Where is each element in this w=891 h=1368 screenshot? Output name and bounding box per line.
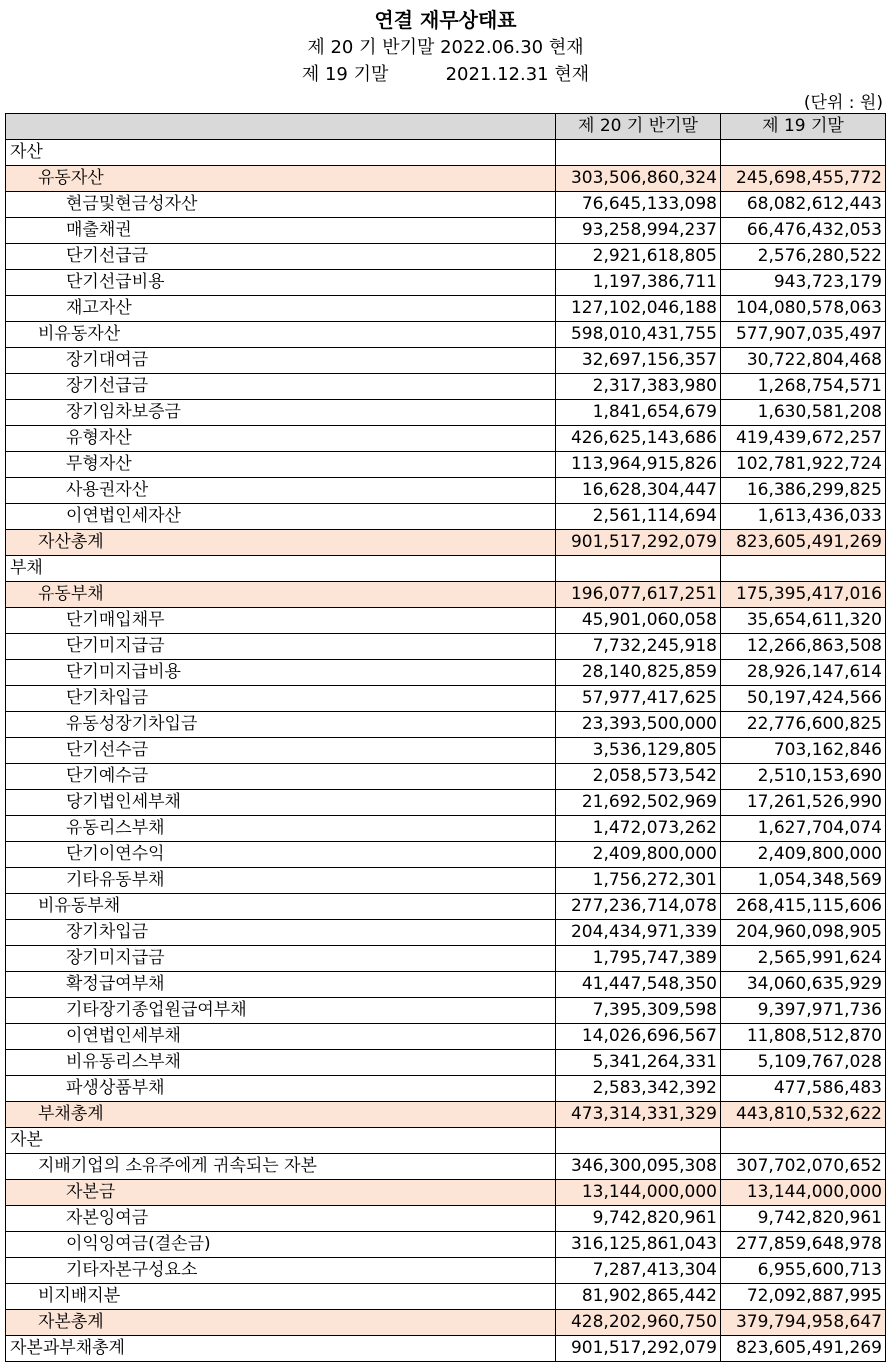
prior-period-value: 1,268,754,571 xyxy=(721,374,886,400)
prior-period-value: 9,742,820,961 xyxy=(721,1206,886,1232)
current-period-value: 127,102,046,188 xyxy=(556,296,721,322)
table-row xyxy=(6,1102,886,1128)
current-period-value: 45,901,060,058 xyxy=(556,608,721,634)
current-period-value: 901,517,292,079 xyxy=(556,1336,721,1362)
prior-period-value: 477,586,483 xyxy=(721,1076,886,1102)
current-period-value: 2,058,573,542 xyxy=(556,764,721,790)
prior-period-value: 307,702,070,652 xyxy=(721,1154,886,1180)
current-period-value: 16,628,304,447 xyxy=(556,478,721,504)
table-row xyxy=(6,686,886,712)
prior-period-value: 12,266,863,508 xyxy=(721,634,886,660)
table-row xyxy=(6,400,886,426)
table-row xyxy=(6,1336,886,1362)
table-row xyxy=(6,634,886,660)
row-label: 단기매입채무 xyxy=(6,608,556,634)
table-row xyxy=(6,1232,886,1258)
prior-period-value: 577,907,035,497 xyxy=(721,322,886,348)
table-row xyxy=(6,764,886,790)
table-row xyxy=(6,582,886,608)
table-row xyxy=(6,374,886,400)
prior-period-value: 175,395,417,016 xyxy=(721,582,886,608)
table-row xyxy=(6,1154,886,1180)
prior-period-value: 22,776,600,825 xyxy=(721,712,886,738)
row-label: 현금및현금성자산 xyxy=(6,192,556,218)
row-label: 부채총계 xyxy=(6,1102,556,1128)
current-period-value: 1,756,272,301 xyxy=(556,868,721,894)
table-row xyxy=(6,270,886,296)
table-row xyxy=(6,426,886,452)
table-row xyxy=(6,868,886,894)
current-period-value xyxy=(556,140,721,166)
table-header-row xyxy=(6,114,886,140)
table-row xyxy=(6,166,886,192)
prior-period-value: 823,605,491,269 xyxy=(721,1336,886,1362)
prior-period-value xyxy=(721,556,886,582)
row-label: 재고자산 xyxy=(6,296,556,322)
current-period-value: 204,434,971,339 xyxy=(556,920,721,946)
row-label: 자산총계 xyxy=(6,530,556,556)
prior-period-line: 제 19 기말 2021.12.31 현재 xyxy=(301,64,590,85)
row-label: 무형자산 xyxy=(6,452,556,478)
current-period-column-header: 제 20 기 반기말 xyxy=(556,114,721,140)
current-period-value: 2,317,383,980 xyxy=(556,374,721,400)
table-row xyxy=(6,660,886,686)
row-label: 단기차입금 xyxy=(6,686,556,712)
balance-sheet-table xyxy=(5,113,886,1362)
row-label: 자본잉여금 xyxy=(6,1206,556,1232)
prior-period-value: 9,397,971,736 xyxy=(721,998,886,1024)
prior-period-value: 1,630,581,208 xyxy=(721,400,886,426)
prior-period-value: 2,409,800,000 xyxy=(721,842,886,868)
current-period-value: 316,125,861,043 xyxy=(556,1232,721,1258)
current-period-value: 93,258,994,237 xyxy=(556,218,721,244)
table-row xyxy=(6,556,886,582)
table-row xyxy=(6,504,886,530)
row-label: 자본총계 xyxy=(6,1310,556,1336)
prior-period-value: 50,197,424,566 xyxy=(721,686,886,712)
table-row xyxy=(6,244,886,270)
prior-period-value: 245,698,455,772 xyxy=(721,166,886,192)
row-label: 자본 xyxy=(6,1128,556,1154)
row-label: 자본금 xyxy=(6,1180,556,1206)
current-period-value: 1,841,654,679 xyxy=(556,400,721,426)
prior-period-value: 35,654,611,320 xyxy=(721,608,886,634)
current-period-value: 3,536,129,805 xyxy=(556,738,721,764)
prior-period-value: 28,926,147,614 xyxy=(721,660,886,686)
table-row xyxy=(6,894,886,920)
prior-period-value: 68,082,612,443 xyxy=(721,192,886,218)
current-period-value: 23,393,500,000 xyxy=(556,712,721,738)
row-label: 단기예수금 xyxy=(6,764,556,790)
row-label: 기타장기종업원급여부채 xyxy=(6,998,556,1024)
current-period-value: 32,697,156,357 xyxy=(556,348,721,374)
current-period-value: 901,517,292,079 xyxy=(556,530,721,556)
prior-period-value: 823,605,491,269 xyxy=(721,530,886,556)
row-label: 단기미지급비용 xyxy=(6,660,556,686)
prior-period-value: 443,810,532,622 xyxy=(721,1102,886,1128)
row-label: 유형자산 xyxy=(6,426,556,452)
row-label: 부채 xyxy=(6,556,556,582)
table-row xyxy=(6,1258,886,1284)
row-label: 기타유동부채 xyxy=(6,868,556,894)
table-row xyxy=(6,218,886,244)
row-label: 단기선급금 xyxy=(6,244,556,270)
row-label: 단기선급비용 xyxy=(6,270,556,296)
prior-period-value: 277,859,648,978 xyxy=(721,1232,886,1258)
row-label: 장기대여금 xyxy=(6,348,556,374)
current-period-value: 14,026,696,567 xyxy=(556,1024,721,1050)
current-period-value: 7,732,245,918 xyxy=(556,634,721,660)
table-row xyxy=(6,140,886,166)
table-row xyxy=(6,998,886,1024)
table-row xyxy=(6,1284,886,1310)
current-period-value: 303,506,860,324 xyxy=(556,166,721,192)
prior-period-value: 204,960,098,905 xyxy=(721,920,886,946)
table-row xyxy=(6,1076,886,1102)
row-label: 장기선급금 xyxy=(6,374,556,400)
current-period-value: 1,795,747,389 xyxy=(556,946,721,972)
current-period-value: 9,742,820,961 xyxy=(556,1206,721,1232)
table-row xyxy=(6,816,886,842)
current-period-value: 57,977,417,625 xyxy=(556,686,721,712)
current-period-value: 196,077,617,251 xyxy=(556,582,721,608)
prior-period-value: 6,955,600,713 xyxy=(721,1258,886,1284)
current-period-value: 2,921,618,805 xyxy=(556,244,721,270)
row-label: 기타자본구성요소 xyxy=(6,1258,556,1284)
row-label: 장기차입금 xyxy=(6,920,556,946)
row-label: 유동자산 xyxy=(6,166,556,192)
table-row xyxy=(6,712,886,738)
prior-period-value: 17,261,526,990 xyxy=(721,790,886,816)
row-label: 단기선수금 xyxy=(6,738,556,764)
prior-period-value: 102,781,922,724 xyxy=(721,452,886,478)
prior-period-value: 72,092,887,995 xyxy=(721,1284,886,1310)
current-period-value xyxy=(556,1128,721,1154)
table-row xyxy=(6,478,886,504)
row-label: 파생상품부채 xyxy=(6,1076,556,1102)
prior-period-value: 419,439,672,257 xyxy=(721,426,886,452)
prior-period-column-header: 제 19 기말 xyxy=(721,114,886,140)
prior-period-value: 1,613,436,033 xyxy=(721,504,886,530)
current-period-value: 41,447,548,350 xyxy=(556,972,721,998)
table-row xyxy=(6,920,886,946)
prior-period-value xyxy=(721,1128,886,1154)
current-period-line: 제 20 기 반기말 2022.06.30 현재 xyxy=(307,37,584,58)
table-row xyxy=(6,348,886,374)
current-period-value: 426,625,143,686 xyxy=(556,426,721,452)
prior-period-value: 5,109,767,028 xyxy=(721,1050,886,1076)
table-row xyxy=(6,608,886,634)
current-period-value: 1,197,386,711 xyxy=(556,270,721,296)
current-period-value: 76,645,133,098 xyxy=(556,192,721,218)
prior-period-value: 30,722,804,468 xyxy=(721,348,886,374)
table-row xyxy=(6,1128,886,1154)
row-label: 단기이연수익 xyxy=(6,842,556,868)
row-label: 당기법인세부채 xyxy=(6,790,556,816)
label-column-header xyxy=(6,114,556,140)
current-period-value: 2,583,342,392 xyxy=(556,1076,721,1102)
prior-period-value: 379,794,958,647 xyxy=(721,1310,886,1336)
table-row xyxy=(6,738,886,764)
table-row xyxy=(6,530,886,556)
row-label: 단기미지급금 xyxy=(6,634,556,660)
current-period-value: 473,314,331,329 xyxy=(556,1102,721,1128)
current-period-value: 598,010,431,755 xyxy=(556,322,721,348)
table-row xyxy=(6,972,886,998)
table-row xyxy=(6,1206,886,1232)
current-period-value: 277,236,714,078 xyxy=(556,894,721,920)
prior-period-value: 104,080,578,063 xyxy=(721,296,886,322)
row-label: 매출채권 xyxy=(6,218,556,244)
row-label: 이연법인세자산 xyxy=(6,504,556,530)
table-row xyxy=(6,946,886,972)
statement-title: 연결 재무상태표 xyxy=(374,8,517,32)
prior-period-value: 2,510,153,690 xyxy=(721,764,886,790)
row-label: 이연법인세부채 xyxy=(6,1024,556,1050)
current-period-value: 28,140,825,859 xyxy=(556,660,721,686)
row-label: 유동성장기차입금 xyxy=(6,712,556,738)
row-label: 사용권자산 xyxy=(6,478,556,504)
prior-period-value: 1,627,704,074 xyxy=(721,816,886,842)
prior-period-value: 2,565,991,624 xyxy=(721,946,886,972)
current-period-value: 113,964,915,826 xyxy=(556,452,721,478)
table-row xyxy=(6,790,886,816)
current-period-value: 2,561,114,694 xyxy=(556,504,721,530)
row-label: 유동부채 xyxy=(6,582,556,608)
row-label: 확정급여부채 xyxy=(6,972,556,998)
prior-period-value: 16,386,299,825 xyxy=(721,478,886,504)
row-label: 지배기업의 소유주에게 귀속되는 자본 xyxy=(6,1154,556,1180)
current-period-value: 428,202,960,750 xyxy=(556,1310,721,1336)
current-period-value: 346,300,095,308 xyxy=(556,1154,721,1180)
prior-period-value: 2,576,280,522 xyxy=(721,244,886,270)
row-label: 이익잉여금(결손금) xyxy=(6,1232,556,1258)
row-label: 비유동리스부채 xyxy=(6,1050,556,1076)
table-row xyxy=(6,296,886,322)
current-period-value: 7,287,413,304 xyxy=(556,1258,721,1284)
current-period-value xyxy=(556,556,721,582)
row-label: 비유동부채 xyxy=(6,894,556,920)
current-period-value: 5,341,264,331 xyxy=(556,1050,721,1076)
prior-period-value xyxy=(721,140,886,166)
unit-note: (단위 : 원) xyxy=(803,93,883,113)
row-label: 장기미지급금 xyxy=(6,946,556,972)
prior-period-value: 703,162,846 xyxy=(721,738,886,764)
table-row xyxy=(6,322,886,348)
current-period-value: 2,409,800,000 xyxy=(556,842,721,868)
row-label: 자산 xyxy=(6,140,556,166)
row-label: 유동리스부채 xyxy=(6,816,556,842)
table-row xyxy=(6,842,886,868)
current-period-value: 1,472,073,262 xyxy=(556,816,721,842)
table-row xyxy=(6,452,886,478)
current-period-value: 7,395,309,598 xyxy=(556,998,721,1024)
table-row xyxy=(6,192,886,218)
table-row xyxy=(6,1310,886,1336)
prior-period-value: 34,060,635,929 xyxy=(721,972,886,998)
prior-period-value: 11,808,512,870 xyxy=(721,1024,886,1050)
current-period-value: 21,692,502,969 xyxy=(556,790,721,816)
row-label: 비지배지분 xyxy=(6,1284,556,1310)
prior-period-value: 268,415,115,606 xyxy=(721,894,886,920)
table-row xyxy=(6,1024,886,1050)
prior-period-value: 13,144,000,000 xyxy=(721,1180,886,1206)
prior-period-value: 1,054,348,569 xyxy=(721,868,886,894)
current-period-value: 13,144,000,000 xyxy=(556,1180,721,1206)
row-label: 장기임차보증금 xyxy=(6,400,556,426)
prior-period-value: 943,723,179 xyxy=(721,270,886,296)
row-label: 비유동자산 xyxy=(6,322,556,348)
row-label: 자본과부채총계 xyxy=(6,1336,556,1362)
prior-period-value: 66,476,432,053 xyxy=(721,218,886,244)
current-period-value: 81,902,865,442 xyxy=(556,1284,721,1310)
table-row xyxy=(6,1180,886,1206)
table-row xyxy=(6,1050,886,1076)
